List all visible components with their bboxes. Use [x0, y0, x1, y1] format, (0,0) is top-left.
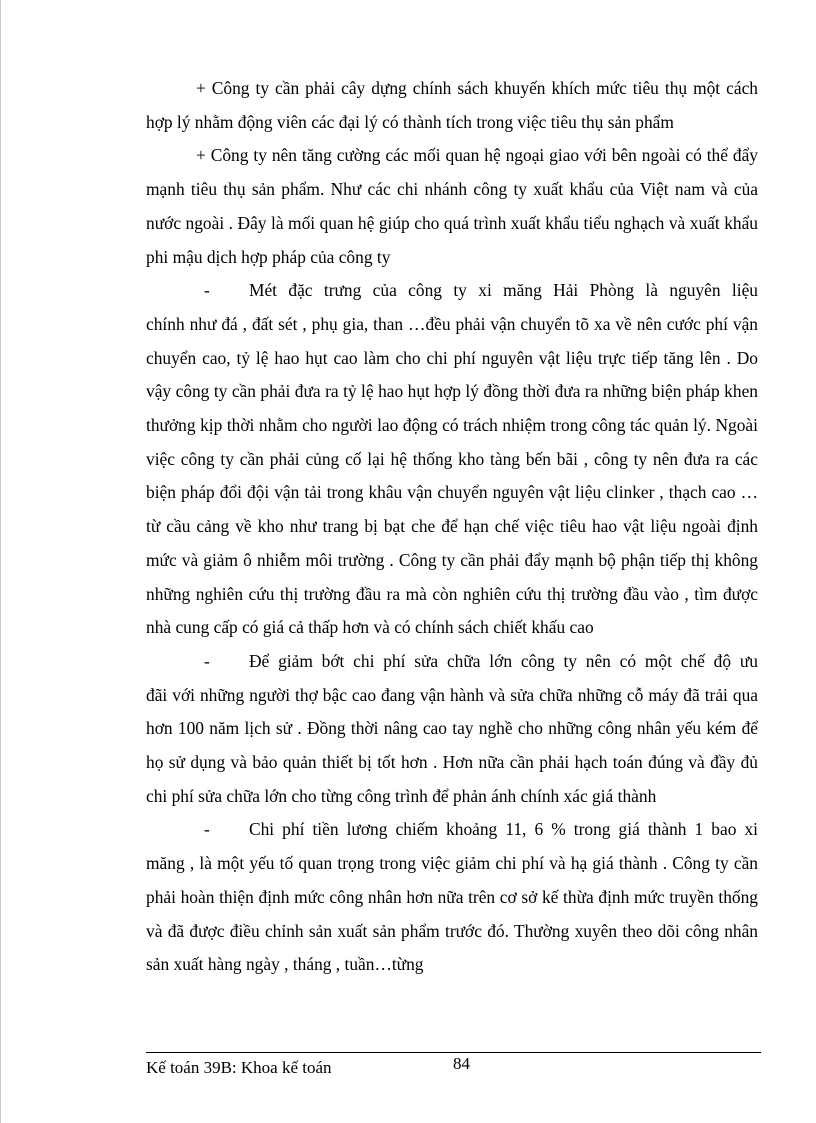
footer-divider [146, 1052, 761, 1053]
bullet-dash: - [204, 650, 210, 671]
paragraph-sales-incentive: + Công ty cần phải cây dựng chính sách khuyến khích mức tiêu thụ một cách hợp lý nhằm động viên các đại lý có thành tích trong việc tiêu thụ sản phẩm [146, 78, 758, 132]
bullet-material-costs [146, 274, 758, 645]
bullet-first-line: Để giảm bớt chi phí sửa chữa lớn công ty nên có một chế độ ưu [249, 650, 758, 671]
bullet-first-line: Mét đặc trưng của công ty xi măng Hải Phòng là nguyên liệu [249, 280, 758, 301]
bullet-head [146, 274, 758, 308]
document-body [146, 72, 758, 982]
bullet-repair-costs [146, 645, 758, 814]
bullet-first-line: Chi phí tiền lương chiếm khoảng 11, 6 % trong giá thành 1 bao xi [249, 819, 758, 840]
bullet-wage-costs [146, 813, 758, 982]
bullet-dash: - [204, 819, 210, 840]
bullet-continuation: măng , là một yếu tố quan trọng trong việc giảm chi phí và hạ giá thành . Công ty cần phải hoàn thiện định mức công nhân hơn nữa trên cơ sở kế thừa định mức truyền thống và đã được điều chỉnh sản xuất sản phẩm trước đó. Thường xuyên theo dõi công nhân sản xuất hàng ngày , tháng , tuần…từng [146, 853, 758, 975]
bullet-dash: - [204, 280, 210, 301]
paragraph-external-relations: + Công ty nên tăng cường các mối quan hệ ngoại giao với bên ngoài có thể đẩy mạnh tiêu thụ sản phẩm. Như các chi nhánh công ty xuất khẩu của Việt nam và của nước ngoài . Đây là mối quan hệ giúp cho quá trình xuất khẩu tiểu nghạch và xuất khẩu phi mậu dịch hợp pháp của công ty [146, 145, 758, 267]
bullet-head [146, 645, 758, 679]
page-number: 84 [453, 1054, 470, 1073]
bullet-head [146, 813, 758, 847]
footer-label: Kế toán 39B: Khoa kế toán [146, 1058, 332, 1077]
bullet-continuation: chính như đá , đất sét , phụ gia, than …đều phải vận chuyển tõ xa về nên cước phí vận chuyển cao, tỷ lệ hao hụt cao làm cho chi phí nguyên vật liệu trực tiếp tăng lên . Do vậy công ty cần phải đưa ra tỷ lệ hao hụt hợp lý đồng thời đưa ra những biện pháp khen thưởng kịp thời nhằm cho người lao động có trách nhiệm trong công tác quản lý. Ngoài việc công ty cần phải củng cố lại hệ thống kho tàng bến bãi , công ty nên đưa ra các biện pháp đổi đội vận tải trong khâu vận chuyển nguyên vật liệu clinker , thạch cao …từ cầu cảng về kho như trang bị bạt che để hạn chế việc tiêu hao vật liệu ngoài định mức và giảm ô nhiễm môi trường . Công ty cần phải đẩy mạnh bộ phận tiếp thị không những nghiên cứu thị trường đầu ra mà còn nghiên cứu thị trường đầu vào , tìm được nhà cung cấp có giá cả thấp hơn và có chính sách chiết khấu cao [146, 313, 758, 638]
bullet-continuation: đãi với những người thợ bậc cao đang vận hành và sửa chữa những cỗ máy đã trải qua hơn 100 năm lịch sử . Đồng thời nâng cao tay nghề cho những công nhân yếu kém để họ sử dụng và bảo quản thiết bị tốt hơn . Hơn nữa cần phải hạch toán đúng và đầy đủ chi phí sửa chữa lớn cho từng công trình để phản ánh chính xác giá thành [146, 684, 758, 806]
